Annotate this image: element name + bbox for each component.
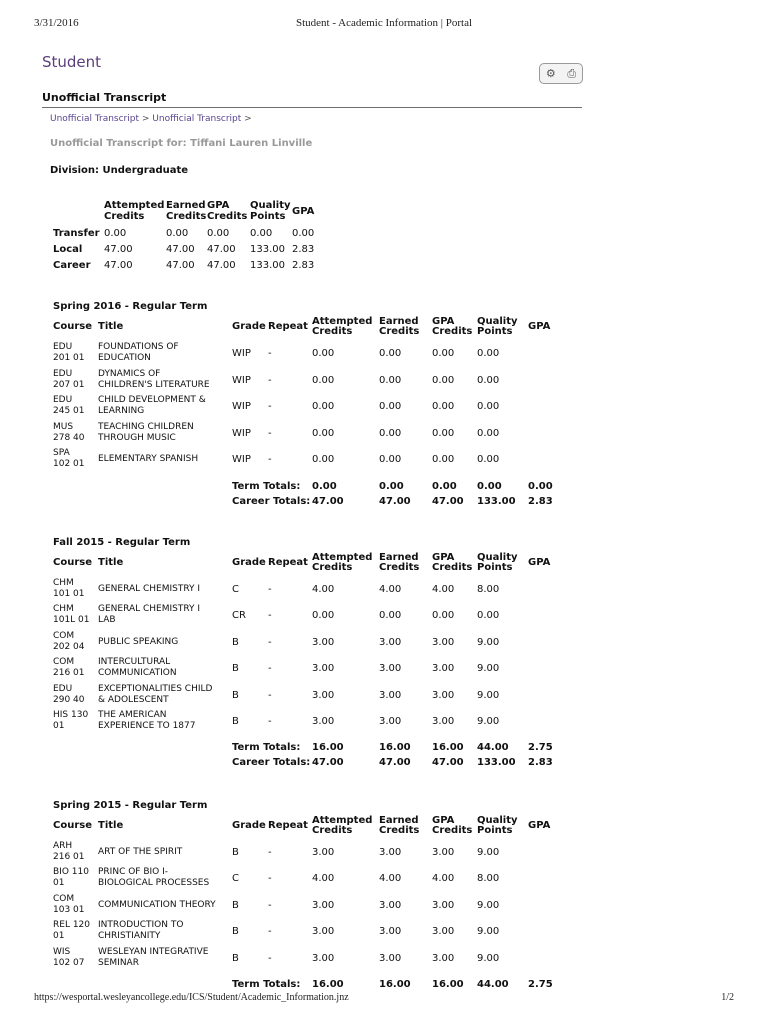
course-cell: GENERAL CHEMISTRY I xyxy=(98,584,201,594)
course-cell: 9.00 xyxy=(477,952,500,964)
course-cell: - xyxy=(268,610,272,622)
course-cell: REL 120 01 xyxy=(53,920,90,942)
term-totals-value: 16.00 xyxy=(432,742,464,754)
summary-cell: 0.00 xyxy=(104,228,127,239)
course-cell: INTRODUCTION TO CHRISTIANITY xyxy=(98,920,184,942)
gear-icon[interactable]: ⚙ xyxy=(545,67,556,80)
course-cell: DYNAMICS OF CHILDREN'S LITERATURE xyxy=(98,368,210,390)
course-cell: 3.00 xyxy=(379,663,402,675)
career-totals-value: 47.00 xyxy=(432,496,464,507)
course-cell: 3.00 xyxy=(432,952,455,964)
summary-cell: 133.00 xyxy=(250,260,285,271)
course-cell: 3.00 xyxy=(432,926,455,938)
course-col-header: Title xyxy=(98,557,124,568)
term-totals-value: 44.00 xyxy=(477,979,509,990)
course-cell: 4.00 xyxy=(432,584,455,595)
summary-row-label: Transfer xyxy=(53,228,100,239)
summary-cell: 47.00 xyxy=(207,260,236,271)
course-cell: BIO 110 01 xyxy=(53,867,89,889)
career-totals-value: 47.00 xyxy=(432,757,464,769)
summary-cell: 47.00 xyxy=(104,260,133,271)
course-cell: WESLEYAN INTEGRATIVE SEMINAR xyxy=(98,946,209,968)
course-cell: CHM 101 01 xyxy=(53,578,85,599)
course-cell: THE AMERICAN EXPERIENCE TO 1877 xyxy=(98,710,196,731)
course-col-header: Repeat xyxy=(268,321,308,332)
course-cell: MUS 278 40 xyxy=(53,421,85,443)
summary-cell: 0.00 xyxy=(250,228,273,239)
course-cell: - xyxy=(268,952,272,964)
summary-cell: 133.00 xyxy=(250,244,285,255)
course-col-header: GPA xyxy=(528,820,551,831)
course-cell: HIS 130 01 xyxy=(53,710,89,731)
course-cell: 0.00 xyxy=(477,401,500,413)
term-totals-label: Term Totals: xyxy=(232,742,301,754)
course-cell: EDU 245 01 xyxy=(53,395,85,417)
course-cell: - xyxy=(268,427,272,439)
breadcrumb-separator: > xyxy=(244,114,252,124)
summary-cell: 47.00 xyxy=(207,244,236,255)
term-totals-value: 44.00 xyxy=(477,742,509,754)
print-url: https://wesportal.wesleyancollege.edu/ICS/Student/Academic_Information.jnz xyxy=(34,992,349,1003)
summary-col-header: Earned Credits xyxy=(166,200,207,222)
course-cell: - xyxy=(268,401,272,413)
course-cell: WIP xyxy=(232,401,251,413)
course-col-header: Quality Points xyxy=(477,316,518,337)
term-totals-value: 0.00 xyxy=(528,481,553,492)
course-col-header: Attempted Credits xyxy=(312,552,373,573)
course-cell: 0.00 xyxy=(432,610,455,622)
transcript-for-heading: Unofficial Transcript for: Tiffani Lauren Linville xyxy=(50,138,313,149)
course-cell: 3.00 xyxy=(312,663,335,675)
course-col-header: GPA Credits xyxy=(432,815,473,836)
course-cell: - xyxy=(268,374,272,386)
course-col-header: GPA Credits xyxy=(432,316,473,337)
course-cell: 0.00 xyxy=(379,454,402,466)
course-cell: C xyxy=(232,584,239,595)
course-cell: COM 202 04 xyxy=(53,630,85,652)
term-totals-label: Term Totals: xyxy=(232,481,301,492)
course-col-header: Quality Points xyxy=(477,552,518,573)
course-cell: ELEMENTARY SPANISH xyxy=(98,454,199,465)
course-cell: 9.00 xyxy=(477,847,500,858)
course-cell: 0.00 xyxy=(312,374,335,386)
course-cell: 3.00 xyxy=(432,689,455,701)
course-col-header: Grade xyxy=(232,321,266,332)
course-cell: 3.00 xyxy=(379,926,402,938)
course-cell: 3.00 xyxy=(432,847,455,858)
course-cell: 0.00 xyxy=(477,348,500,359)
course-cell: COM 216 01 xyxy=(53,657,85,679)
course-cell: 0.00 xyxy=(432,374,455,386)
course-col-header: Earned Credits xyxy=(379,316,420,337)
course-cell: 4.00 xyxy=(312,873,335,885)
course-cell: CHM 101L 01 xyxy=(53,604,90,626)
term-totals-value: 0.00 xyxy=(432,481,457,492)
course-cell: - xyxy=(268,847,272,858)
term-section xyxy=(53,800,573,1000)
career-totals-value: 47.00 xyxy=(312,496,344,507)
career-totals-value: 2.83 xyxy=(528,496,553,507)
course-cell: EDU 201 01 xyxy=(53,342,85,363)
course-cell: 3.00 xyxy=(312,636,335,648)
term-totals-value: 0.00 xyxy=(312,481,337,492)
course-cell: - xyxy=(268,454,272,466)
course-cell: B xyxy=(232,689,239,701)
term-totals-value: 16.00 xyxy=(312,742,344,754)
course-cell: ART OF THE SPIRIT xyxy=(98,847,183,857)
term-title: Spring 2015 - Regular Term xyxy=(53,800,208,811)
career-totals-value: 133.00 xyxy=(477,757,516,769)
term-section xyxy=(53,301,573,507)
course-col-header: Course xyxy=(53,321,92,332)
course-col-header: Title xyxy=(98,820,124,831)
course-cell: ARH 216 01 xyxy=(53,841,85,862)
print-date: 3/31/2016 xyxy=(34,17,79,29)
course-col-header: Grade xyxy=(232,820,266,831)
course-cell: 9.00 xyxy=(477,663,500,675)
course-cell: EXCEPTIONALITIES CHILD & ADOLESCENT xyxy=(98,683,213,705)
course-cell: FOUNDATIONS OF EDUCATION xyxy=(98,342,179,363)
breadcrumb xyxy=(50,114,252,124)
course-cell: 4.00 xyxy=(432,873,455,885)
course-cell: PRINC OF BIO I- BIOLOGICAL PROCESSES xyxy=(98,867,210,889)
course-cell: SPA 102 01 xyxy=(53,448,85,470)
course-cell: 0.00 xyxy=(312,610,335,622)
course-cell: COMMUNICATION THEORY xyxy=(98,899,216,910)
summary-row-label: Local xyxy=(53,244,83,255)
course-cell: 8.00 xyxy=(477,584,500,595)
course-cell: 3.00 xyxy=(312,847,335,858)
summary-cell: 47.00 xyxy=(166,260,195,271)
course-cell: B xyxy=(232,663,239,675)
course-col-header: GPA Credits xyxy=(432,552,473,573)
course-cell: 4.00 xyxy=(379,873,402,885)
course-cell: WIP xyxy=(232,374,251,386)
course-cell: 8.00 xyxy=(477,873,500,885)
career-totals-value: 47.00 xyxy=(312,757,344,769)
summary-cell: 47.00 xyxy=(104,244,133,255)
career-totals-value: 47.00 xyxy=(379,757,411,769)
breadcrumb-separator: > xyxy=(141,114,150,124)
course-cell: C xyxy=(232,873,239,885)
course-col-header: Repeat xyxy=(268,820,308,831)
course-cell: 3.00 xyxy=(379,952,402,964)
course-cell: - xyxy=(268,899,272,911)
course-cell: CR xyxy=(232,610,246,622)
term-totals-value: 16.00 xyxy=(379,979,411,990)
term-totals-value: 16.00 xyxy=(432,979,464,990)
career-totals-label: Career Totals: xyxy=(232,757,311,769)
course-cell: - xyxy=(268,873,272,885)
course-cell: 3.00 xyxy=(379,636,402,648)
summary-cell: 2.83 xyxy=(292,260,315,271)
term-totals-value: 0.00 xyxy=(379,481,404,492)
course-cell: 0.00 xyxy=(379,610,402,622)
summary-row-label: Career xyxy=(53,260,91,271)
course-cell: COM 103 01 xyxy=(53,893,85,915)
course-cell: 9.00 xyxy=(477,899,500,911)
course-col-header: Attempted Credits xyxy=(312,815,373,836)
course-col-header: GPA xyxy=(528,321,551,332)
course-cell: - xyxy=(268,348,272,359)
course-col-header: Attempted Credits xyxy=(312,316,373,337)
print-icon[interactable]: ⎙ xyxy=(567,67,577,80)
term-totals-value: 2.75 xyxy=(528,742,553,754)
course-cell: 0.00 xyxy=(379,374,402,386)
print-page-number: 1/2 xyxy=(721,992,734,1003)
course-cell: B xyxy=(232,952,239,964)
course-cell: B xyxy=(232,716,239,727)
course-cell: 3.00 xyxy=(432,716,455,727)
course-cell: 3.00 xyxy=(379,689,402,701)
term-totals-value: 2.75 xyxy=(528,979,553,990)
course-cell: CHILD DEVELOPMENT & LEARNING xyxy=(98,395,206,417)
course-cell: 3.00 xyxy=(432,663,455,675)
course-cell: 0.00 xyxy=(432,348,455,359)
course-cell: 0.00 xyxy=(477,454,500,466)
summary-cell: 0.00 xyxy=(207,228,230,239)
summary-col-header: Quality Points xyxy=(250,200,291,222)
course-cell: 3.00 xyxy=(312,952,335,964)
course-cell: 3.00 xyxy=(312,926,335,938)
course-cell: 4.00 xyxy=(312,584,335,595)
course-cell: 3.00 xyxy=(379,899,402,911)
course-cell: 3.00 xyxy=(312,716,335,727)
course-cell: EDU 207 01 xyxy=(53,368,85,390)
course-col-header: Earned Credits xyxy=(379,815,420,836)
course-cell: 9.00 xyxy=(477,926,500,938)
course-cell: 9.00 xyxy=(477,636,500,648)
course-cell: PUBLIC SPEAKING xyxy=(98,636,179,647)
section-title: Unofficial Transcript xyxy=(42,91,167,104)
course-cell: B xyxy=(232,636,239,648)
course-cell: 3.00 xyxy=(312,899,335,911)
course-cell: 0.00 xyxy=(477,374,500,386)
course-cell: 3.00 xyxy=(379,847,402,858)
course-cell: 0.00 xyxy=(379,427,402,439)
course-cell: WIP xyxy=(232,454,251,466)
course-cell: GENERAL CHEMISTRY I LAB xyxy=(98,604,201,626)
course-cell: - xyxy=(268,689,272,701)
course-cell: B xyxy=(232,926,239,938)
summary-cell: 0.00 xyxy=(292,228,315,239)
career-totals-value: 2.83 xyxy=(528,757,553,769)
course-col-header: Earned Credits xyxy=(379,552,420,573)
summary-col-header: GPA Credits xyxy=(207,200,248,222)
breadcrumb-item[interactable]: Unofficial Transcript xyxy=(50,114,139,124)
page-title: Student xyxy=(42,53,102,71)
course-cell: EDU 290 40 xyxy=(53,683,85,705)
course-cell: 3.00 xyxy=(432,636,455,648)
print-footer xyxy=(0,990,768,1006)
course-cell: 0.00 xyxy=(432,401,455,413)
print-page-title: Student - Academic Information | Portal xyxy=(295,17,473,29)
course-cell: WIP xyxy=(232,427,251,439)
summary-cell: 0.00 xyxy=(166,228,189,239)
toolbar-icons xyxy=(539,63,583,84)
summary-col-header: Attempted Credits xyxy=(104,200,165,222)
term-section xyxy=(53,537,573,769)
course-cell: 0.00 xyxy=(477,427,500,439)
course-col-header: GPA xyxy=(528,557,551,568)
course-col-header: Course xyxy=(53,820,92,831)
course-cell: 0.00 xyxy=(477,610,500,622)
course-cell: - xyxy=(268,584,272,595)
course-cell: 3.00 xyxy=(432,899,455,911)
course-cell: 0.00 xyxy=(379,348,402,359)
division-label: Division: Undergraduate xyxy=(50,165,189,176)
course-col-header: Title xyxy=(98,321,124,332)
print-header xyxy=(0,14,768,30)
summary-cell: 2.83 xyxy=(292,244,315,255)
course-cell: 0.00 xyxy=(312,401,335,413)
course-cell: 0.00 xyxy=(432,427,455,439)
career-totals-label: Career Totals: xyxy=(232,496,311,507)
course-col-header: Course xyxy=(53,557,92,568)
course-cell: B xyxy=(232,847,239,858)
summary-cell: 47.00 xyxy=(166,244,195,255)
career-totals-value: 47.00 xyxy=(379,496,411,507)
course-cell: 4.00 xyxy=(379,584,402,595)
course-cell: WIS 102 07 xyxy=(53,946,85,968)
term-title: Fall 2015 - Regular Term xyxy=(53,537,191,548)
career-totals-value: 133.00 xyxy=(477,496,516,507)
course-cell: 9.00 xyxy=(477,716,500,727)
course-cell: 0.00 xyxy=(312,348,335,359)
course-cell: 0.00 xyxy=(312,427,335,439)
section-divider xyxy=(42,107,582,108)
term-title: Spring 2016 - Regular Term xyxy=(53,301,208,312)
course-cell: 0.00 xyxy=(312,454,335,466)
course-col-header: Grade xyxy=(232,557,266,568)
term-totals-value: 0.00 xyxy=(477,481,502,492)
course-cell: - xyxy=(268,663,272,675)
course-cell: - xyxy=(268,636,272,648)
course-cell: B xyxy=(232,899,239,911)
course-cell: WIP xyxy=(232,348,251,359)
term-totals-label: Term Totals: xyxy=(232,979,301,990)
course-cell: 3.00 xyxy=(312,689,335,701)
course-cell: 0.00 xyxy=(432,454,455,466)
breadcrumb-item[interactable]: Unofficial Transcript xyxy=(152,114,242,124)
course-cell: 0.00 xyxy=(379,401,402,413)
term-totals-value: 16.00 xyxy=(312,979,344,990)
summary-col-header: GPA xyxy=(292,206,315,217)
course-cell: - xyxy=(268,926,272,938)
course-cell: INTERCULTURAL COMMUNICATION xyxy=(98,657,177,679)
course-cell: - xyxy=(268,716,272,727)
course-cell: 9.00 xyxy=(477,689,500,701)
course-cell: TEACHING CHILDREN THROUGH MUSIC xyxy=(98,421,194,443)
term-totals-value: 16.00 xyxy=(379,742,411,754)
course-cell: 3.00 xyxy=(379,716,402,727)
course-col-header: Quality Points xyxy=(477,815,518,836)
course-col-header: Repeat xyxy=(268,557,308,568)
